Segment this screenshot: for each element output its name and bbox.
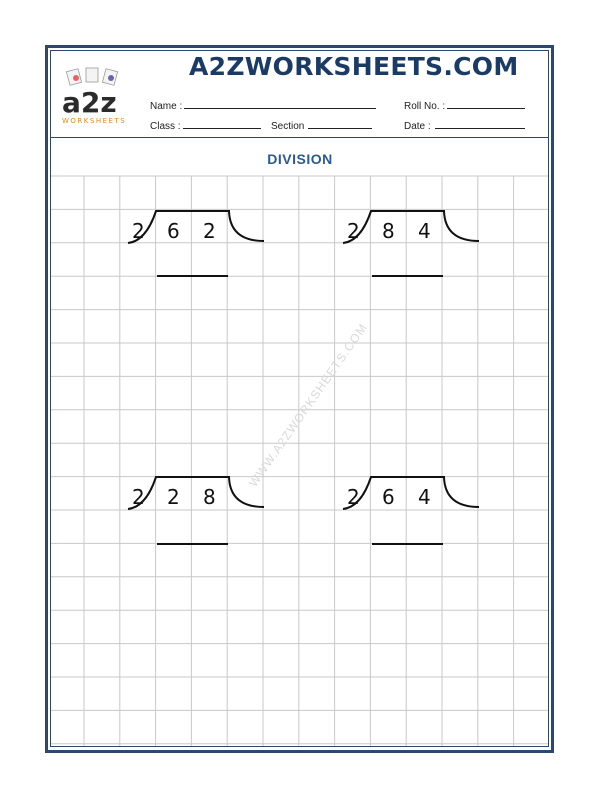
name-label: Name : xyxy=(150,101,183,112)
dividend-digit-1: 8 xyxy=(382,219,395,243)
roll-no-label: Roll No. : xyxy=(404,101,446,112)
roll-no-field[interactable] xyxy=(404,99,525,112)
worksheet-title: DIVISION xyxy=(267,151,333,167)
logo-subtext: WORKSHEETS xyxy=(62,117,127,125)
dividend-digit-2: 4 xyxy=(418,485,431,509)
a2z-logo xyxy=(56,66,136,126)
dividend-digit-1: 2 xyxy=(167,485,180,509)
division-problem-4 xyxy=(341,474,481,554)
division-bracket xyxy=(341,474,481,554)
division-bracket xyxy=(126,474,266,554)
logo-text: a2z xyxy=(62,86,117,119)
divisor: 2 xyxy=(132,219,145,243)
divisor: 2 xyxy=(132,485,145,509)
class-field[interactable] xyxy=(150,119,261,132)
class-label: Class : xyxy=(150,121,181,132)
dividend-digit-1: 6 xyxy=(382,485,395,509)
division-bracket xyxy=(126,208,266,288)
dividend-digit-1: 6 xyxy=(167,219,180,243)
divisor: 2 xyxy=(347,219,360,243)
divisor: 2 xyxy=(347,485,360,509)
name-field[interactable] xyxy=(150,99,376,112)
dividend-digit-2: 2 xyxy=(203,219,216,243)
date-field[interactable] xyxy=(404,119,525,132)
division-problem-2 xyxy=(341,208,481,288)
division-bracket xyxy=(341,208,481,288)
division-problem-1 xyxy=(126,208,266,288)
watermark: WWW.A2ZWORKSHEETS.COM xyxy=(246,320,371,490)
division-problem-3 xyxy=(126,474,266,554)
section-field[interactable] xyxy=(271,119,372,132)
date-label: Date : xyxy=(404,121,431,132)
dividend-digit-2: 4 xyxy=(418,219,431,243)
section-label: Section xyxy=(271,121,305,132)
site-title: A2ZWORKSHEETS.COM xyxy=(189,52,519,81)
dividend-digit-2: 8 xyxy=(203,485,216,509)
